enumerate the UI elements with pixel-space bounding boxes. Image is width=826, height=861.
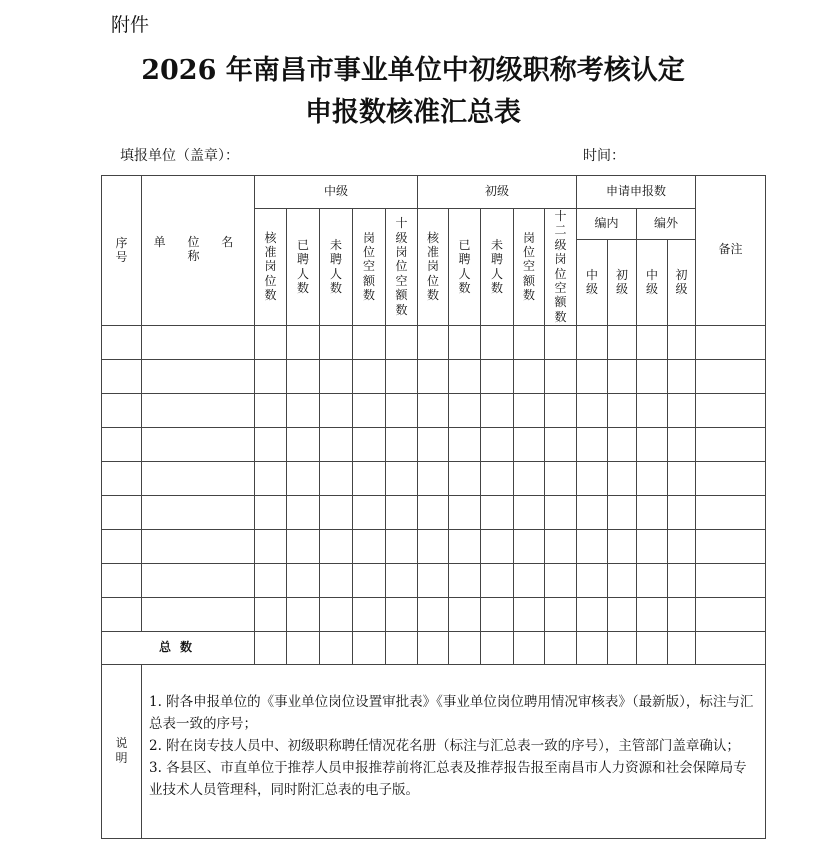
table-cell [637, 427, 668, 461]
table-cell [353, 325, 386, 359]
table-cell [481, 461, 514, 495]
table-cell [608, 631, 637, 664]
table-cell [637, 393, 668, 427]
table-cell [577, 529, 608, 563]
table-cell [102, 529, 142, 563]
table-row [102, 563, 766, 597]
table-cell [637, 325, 668, 359]
table-cell [514, 461, 545, 495]
document-title-line-2: 申报数核准汇总表 [305, 97, 521, 128]
table-cell [142, 393, 255, 427]
table-cell [255, 325, 287, 359]
table-cell [514, 597, 545, 631]
table-cell [353, 597, 386, 631]
table-cell [102, 495, 142, 529]
table-row [102, 325, 766, 359]
header-mid-level: 中级 [255, 176, 418, 209]
table-cell [418, 359, 449, 393]
table-cell [481, 529, 514, 563]
table-cell [696, 563, 766, 597]
table-cell [637, 597, 668, 631]
table-cell [287, 393, 320, 427]
table-cell [353, 529, 386, 563]
table-cell [668, 563, 696, 597]
table-cell [668, 597, 696, 631]
table-cell [514, 393, 545, 427]
notes-content [142, 664, 766, 838]
table-cell [255, 597, 287, 631]
table-cell [102, 597, 142, 631]
header-apply-in-col: 中级 [577, 239, 608, 325]
table-cell [577, 563, 608, 597]
table-cell [696, 393, 766, 427]
table-cell [481, 427, 514, 461]
table-cell [320, 495, 353, 529]
header-apply-out-col: 初级 [668, 239, 696, 325]
table-cell [418, 393, 449, 427]
table-cell [255, 495, 287, 529]
table-cell [320, 631, 353, 664]
table-cell [696, 495, 766, 529]
header-junior-col: 核准岗位数 [418, 209, 449, 326]
table-cell [418, 563, 449, 597]
table-cell [545, 631, 577, 664]
table-cell [449, 325, 481, 359]
table-cell [142, 597, 255, 631]
table-cell [696, 597, 766, 631]
table-cell [545, 495, 577, 529]
table-cell [545, 597, 577, 631]
table-cell [255, 631, 287, 664]
table-cell [577, 427, 608, 461]
table-cell [696, 325, 766, 359]
table-cell [514, 325, 545, 359]
table-cell [481, 393, 514, 427]
table-cell [577, 597, 608, 631]
table-cell [142, 427, 255, 461]
header-mid-col: 十级岗位空额数 [386, 209, 418, 326]
table-cell [102, 563, 142, 597]
header-apply-in-col: 初级 [608, 239, 637, 325]
header-mid-col: 岗位空额数 [353, 209, 386, 326]
table-cell [320, 359, 353, 393]
table-cell [255, 563, 287, 597]
table-cell [514, 529, 545, 563]
document-title-line-1: 2026 年南昌市事业单位中初级职称考核认定 [141, 55, 685, 86]
table-cell [418, 461, 449, 495]
table-cell [102, 427, 142, 461]
table-row [102, 359, 766, 393]
table-cell [481, 597, 514, 631]
table-cell [608, 427, 637, 461]
table-cell [287, 495, 320, 529]
header-mid-col: 未聘人数 [320, 209, 353, 326]
table-cell [320, 563, 353, 597]
table-row [102, 495, 766, 529]
table-row [102, 597, 766, 631]
table-cell [696, 461, 766, 495]
table-cell [668, 529, 696, 563]
attachment-label: 附件 [111, 14, 150, 36]
table-cell [353, 427, 386, 461]
table-cell [608, 359, 637, 393]
header-junior-col: 岗位空额数 [514, 209, 545, 326]
table-cell [353, 359, 386, 393]
table-cell [668, 325, 696, 359]
table-cell [577, 495, 608, 529]
table-cell [287, 359, 320, 393]
table-cell [255, 461, 287, 495]
header-seq: 序号 [102, 176, 142, 326]
table-cell [696, 529, 766, 563]
table-cell [102, 461, 142, 495]
table-cell [668, 393, 696, 427]
table-cell [481, 495, 514, 529]
table-cell [481, 325, 514, 359]
table-cell [449, 631, 481, 664]
table-cell [696, 427, 766, 461]
table-cell [668, 427, 696, 461]
table-cell [637, 631, 668, 664]
reporting-unit-label: 填报单位（盖章）： [120, 148, 239, 164]
table-cell [287, 529, 320, 563]
table-cell [449, 461, 481, 495]
table-cell [608, 325, 637, 359]
table-cell [449, 393, 481, 427]
table-cell [418, 529, 449, 563]
table-cell [481, 359, 514, 393]
note-item: 1. 附各申报单位的《事业单位岗位设置审批表》《事业单位岗位聘用情况审核表》（最新版），标注与汇总表一致的序号； [149, 693, 754, 732]
header-mid-col: 已聘人数 [287, 209, 320, 326]
table-cell [142, 359, 255, 393]
table-cell [637, 495, 668, 529]
table-cell [418, 325, 449, 359]
table-cell [449, 495, 481, 529]
table-cell [449, 529, 481, 563]
table-cell [386, 529, 418, 563]
table-cell [514, 495, 545, 529]
table-cell [481, 631, 514, 664]
table-cell [142, 461, 255, 495]
table-cell [608, 393, 637, 427]
table-cell [418, 495, 449, 529]
table-cell [577, 393, 608, 427]
summary-table [101, 175, 766, 839]
table-cell [386, 495, 418, 529]
header-junior-level: 初级 [418, 176, 577, 209]
table-cell [102, 325, 142, 359]
table-cell [545, 359, 577, 393]
table-cell [449, 597, 481, 631]
table-cell [608, 495, 637, 529]
table-cell [353, 393, 386, 427]
table-cell [449, 563, 481, 597]
table-cell [255, 359, 287, 393]
table-cell [449, 427, 481, 461]
note-item: 2. 附在岗专技人员中、初级职称聘任情况花名册（标注与汇总表一致的序号），主管部门盖章确认； [149, 737, 740, 754]
table-cell [514, 563, 545, 597]
header-junior-col: 已聘人数 [449, 209, 481, 326]
table-cell [320, 393, 353, 427]
header-apply-in: 编内 [577, 209, 637, 240]
table-cell [255, 427, 287, 461]
table-cell [577, 325, 608, 359]
table-row [102, 461, 766, 495]
table-cell [353, 495, 386, 529]
table-cell [353, 461, 386, 495]
table-cell [668, 461, 696, 495]
table-cell [514, 631, 545, 664]
table-row [102, 427, 766, 461]
header-junior-col: 未聘人数 [481, 209, 514, 326]
header-unit-name: 单 位 名 称 [142, 176, 255, 326]
table-cell [353, 563, 386, 597]
table-cell [668, 495, 696, 529]
table-cell [386, 597, 418, 631]
table-cell [386, 631, 418, 664]
table-cell [386, 325, 418, 359]
table-cell [386, 359, 418, 393]
table-cell [386, 563, 418, 597]
table-cell [545, 461, 577, 495]
table-cell [255, 393, 287, 427]
table-cell [102, 393, 142, 427]
table-cell [386, 393, 418, 427]
table-cell [608, 597, 637, 631]
table-cell [320, 427, 353, 461]
table-cell [287, 563, 320, 597]
header-apply-count: 申请申报数 [577, 176, 696, 209]
table-cell [142, 495, 255, 529]
table-cell [668, 359, 696, 393]
table-cell [545, 529, 577, 563]
table-cell [608, 563, 637, 597]
note-item: 3. 各县区、市直单位于推荐人员申报推荐前将汇总表及推荐报告报至南昌市人力资源和社会保障局专业技术人员管理科，同时附汇总表的电子版。 [149, 759, 747, 798]
table-cell [255, 529, 287, 563]
time-label: 时间： [583, 148, 625, 164]
table-cell [418, 427, 449, 461]
table-cell [545, 427, 577, 461]
table-cell [449, 359, 481, 393]
table-cell [320, 325, 353, 359]
total-row-label: 总数 [102, 631, 255, 664]
table-cell [608, 461, 637, 495]
table-cell [545, 393, 577, 427]
table-cell [637, 529, 668, 563]
table-cell [353, 631, 386, 664]
header-apply-out-col: 中级 [637, 239, 668, 325]
table-cell [608, 529, 637, 563]
header-apply-out: 编外 [637, 209, 696, 240]
header-junior-col: 十二级岗位空额数 [545, 209, 577, 326]
header-remark: 备注 [696, 176, 766, 326]
table-cell [320, 529, 353, 563]
table-cell [287, 427, 320, 461]
table-cell [142, 325, 255, 359]
header-mid-col: 核准岗位数 [255, 209, 287, 326]
table-row [102, 529, 766, 563]
table-cell [668, 631, 696, 664]
table-cell [577, 359, 608, 393]
table-cell [320, 461, 353, 495]
table-cell [637, 563, 668, 597]
table-cell [577, 631, 608, 664]
table-cell [287, 631, 320, 664]
table-cell [142, 529, 255, 563]
table-cell [545, 325, 577, 359]
table-cell [577, 461, 608, 495]
table-cell [386, 427, 418, 461]
table-cell [287, 597, 320, 631]
table-cell [514, 359, 545, 393]
table-cell [102, 359, 142, 393]
table-cell [418, 631, 449, 664]
table-cell [637, 359, 668, 393]
table-row [102, 393, 766, 427]
notes-label: 说明 [102, 664, 142, 838]
table-cell [142, 563, 255, 597]
table-cell [637, 461, 668, 495]
table-cell [545, 563, 577, 597]
table-cell [287, 325, 320, 359]
table-cell [696, 359, 766, 393]
table-cell [386, 461, 418, 495]
table-cell [514, 427, 545, 461]
table-cell [418, 597, 449, 631]
table-cell [287, 461, 320, 495]
table-cell [696, 631, 766, 664]
table-cell [481, 563, 514, 597]
table-cell [320, 597, 353, 631]
